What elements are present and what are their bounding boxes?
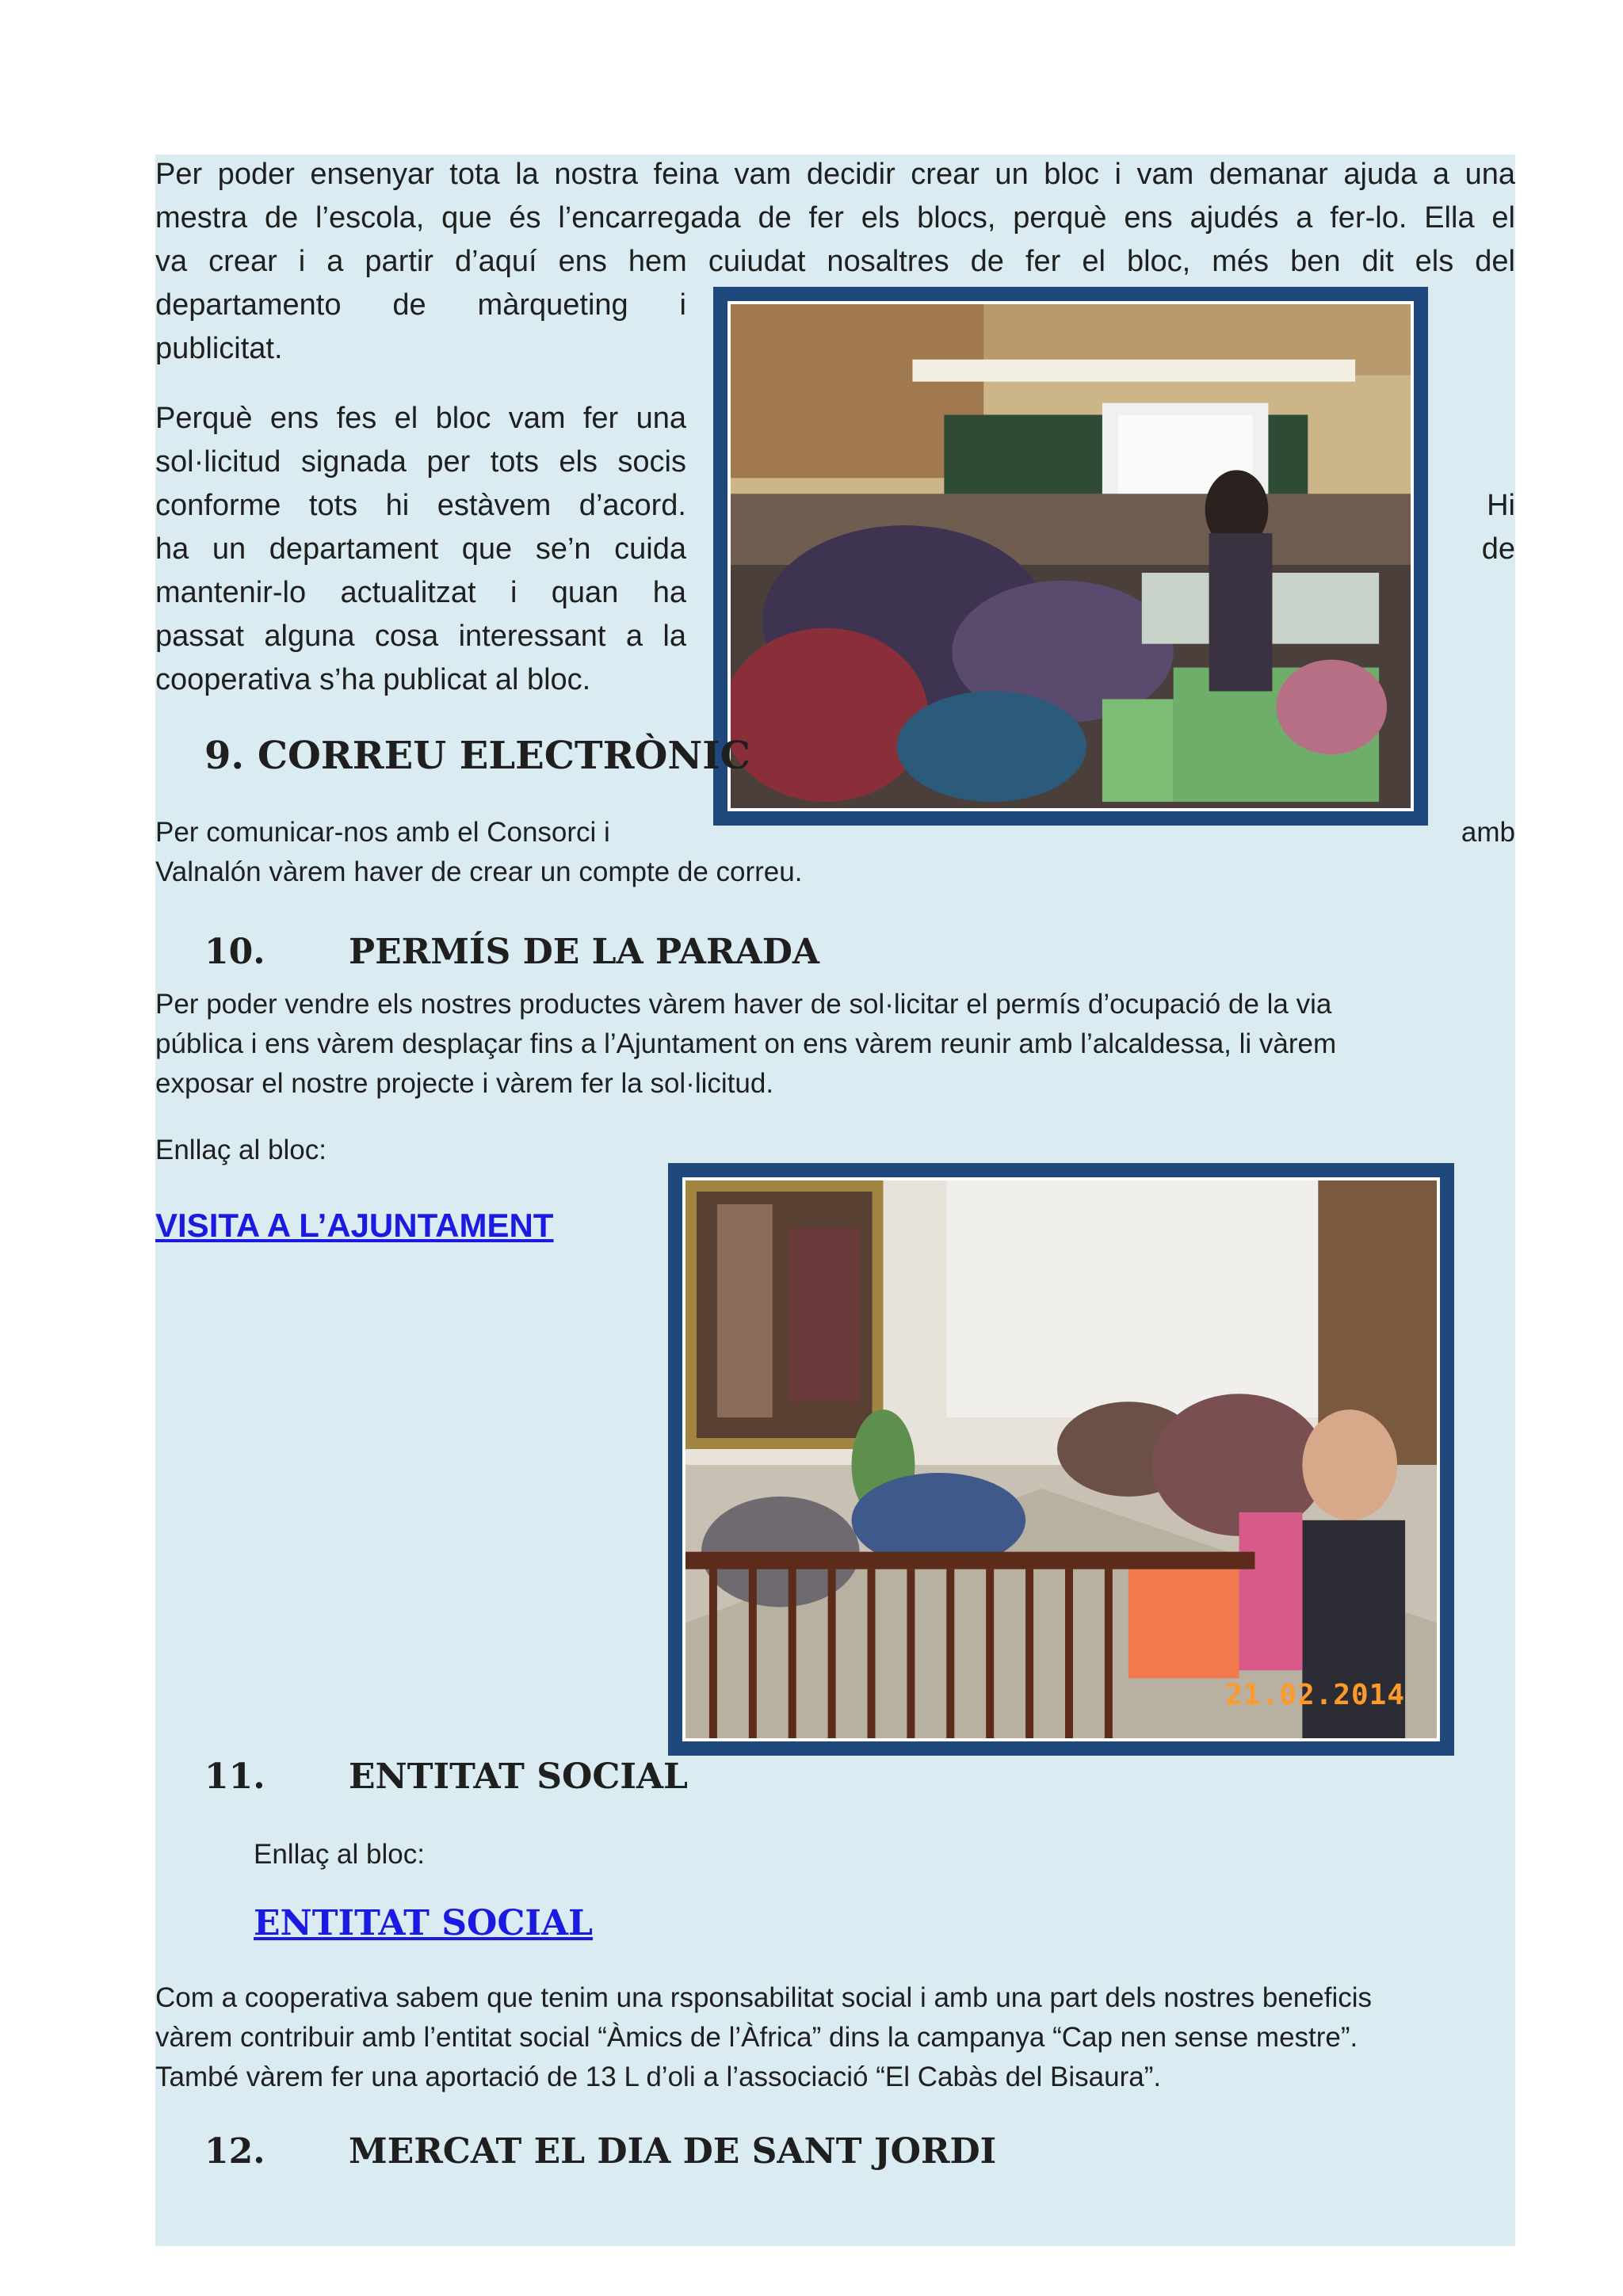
intro-line-3: va crear i a partir d’aquí ens hem cuiudat nosaltres de fer el bloc, més ben dit els del: [155, 245, 1515, 278]
intro-line-1: Per poder ensenyar tota la nostra feina vam decidir crear un bloc i vam demanar ajuda a una: [155, 158, 1515, 191]
photo-date-stamp: 21.02.2014: [1225, 1679, 1405, 1711]
section-10-number: 10.: [204, 932, 265, 972]
section-9-line-1-end: amb: [1461, 817, 1515, 848]
section-10-link-intro: Enllaç al bloc:: [155, 1135, 327, 1165]
para2-line-5: mantenir-lo actualitzat i quan ha: [155, 576, 686, 609]
section-11-title: ENTITAT SOCIAL: [349, 1756, 688, 1797]
intro-line-4: departamento de màrqueting i: [155, 288, 686, 322]
section-9-heading: 9. CORREU ELECTRÒNIC: [204, 734, 750, 778]
para2-line-7: cooperativa s’ha publicat al bloc.: [155, 663, 591, 696]
section-9-line-2: Valnalón vàrem haver de crear un compte de correu.: [155, 856, 803, 887]
para2-right-hi: Hi: [1487, 489, 1515, 522]
para2-right-de: de: [1481, 532, 1515, 566]
section-11-line-3: També vàrem fer una aportació de 13 L d’oli a l’associació “El Cabàs del Bisaura”.: [155, 2061, 1162, 2092]
section-12-number: 12.: [204, 2131, 265, 2172]
section-10-line-1: Per poder vendre els nostres productes vàrem haver de sol·licitar el permís d’ocupació de la via: [155, 989, 1332, 1020]
section-10-line-2: pública i ens vàrem desplaçar fins a l’Ajuntament on ens vàrem reunir amb l’alcaldessa, li vàrem: [155, 1028, 1337, 1059]
classroom-image: [731, 304, 1411, 808]
para2-line-3: conforme tots hi estàvem d’acord.: [155, 489, 686, 522]
para2-line-2: sol·licitud signada per tots els socis: [155, 445, 686, 479]
town-hall-photo: [668, 1163, 1454, 1756]
visita-ajuntament-link[interactable]: VISITA A L’AJUNTAMENT: [155, 1207, 554, 1244]
intro-line-2: mestra de l’escola, que és l’encarregada de fer els blocs, perquè ens ajudés a fer-lo. Ella el: [155, 201, 1515, 235]
section-11-line-1: Com a cooperativa sabem que tenim una rsponsabilitat social i amb una part dels nostres beneficis: [155, 1982, 1372, 2013]
para2-line-1: Perquè ens fes el bloc vam fer una: [155, 402, 686, 435]
entitat-social-link[interactable]: ENTITAT SOCIAL: [254, 1903, 593, 1943]
para2-line-6: passat alguna cosa interessant a la: [155, 620, 686, 653]
town-hall-image: [685, 1180, 1437, 1738]
section-10-title: PERMÍS DE LA PARADA: [349, 932, 819, 972]
para2-line-4: ha un departament que se’n cuida: [155, 532, 686, 566]
intro-line-5: publicitat.: [155, 332, 283, 365]
section-11-link-intro: Enllaç al bloc:: [254, 1839, 425, 1870]
section-12-title: MERCAT EL DIA DE SANT JORDI: [349, 2131, 997, 2172]
section-11-line-2: vàrem contribuir amb l’entitat social “Àmics de l’Àfrica” dins la campanya “Cap nen sense mestre”.: [155, 2022, 1358, 2053]
classroom-photo: [713, 287, 1428, 826]
section-9-line-1: Per comunicar-nos amb el Consorci i: [155, 817, 610, 848]
section-11-number: 11.: [204, 1756, 265, 1797]
section-10-line-3: exposar el nostre projecte i vàrem fer la sol·licitud.: [155, 1068, 774, 1099]
